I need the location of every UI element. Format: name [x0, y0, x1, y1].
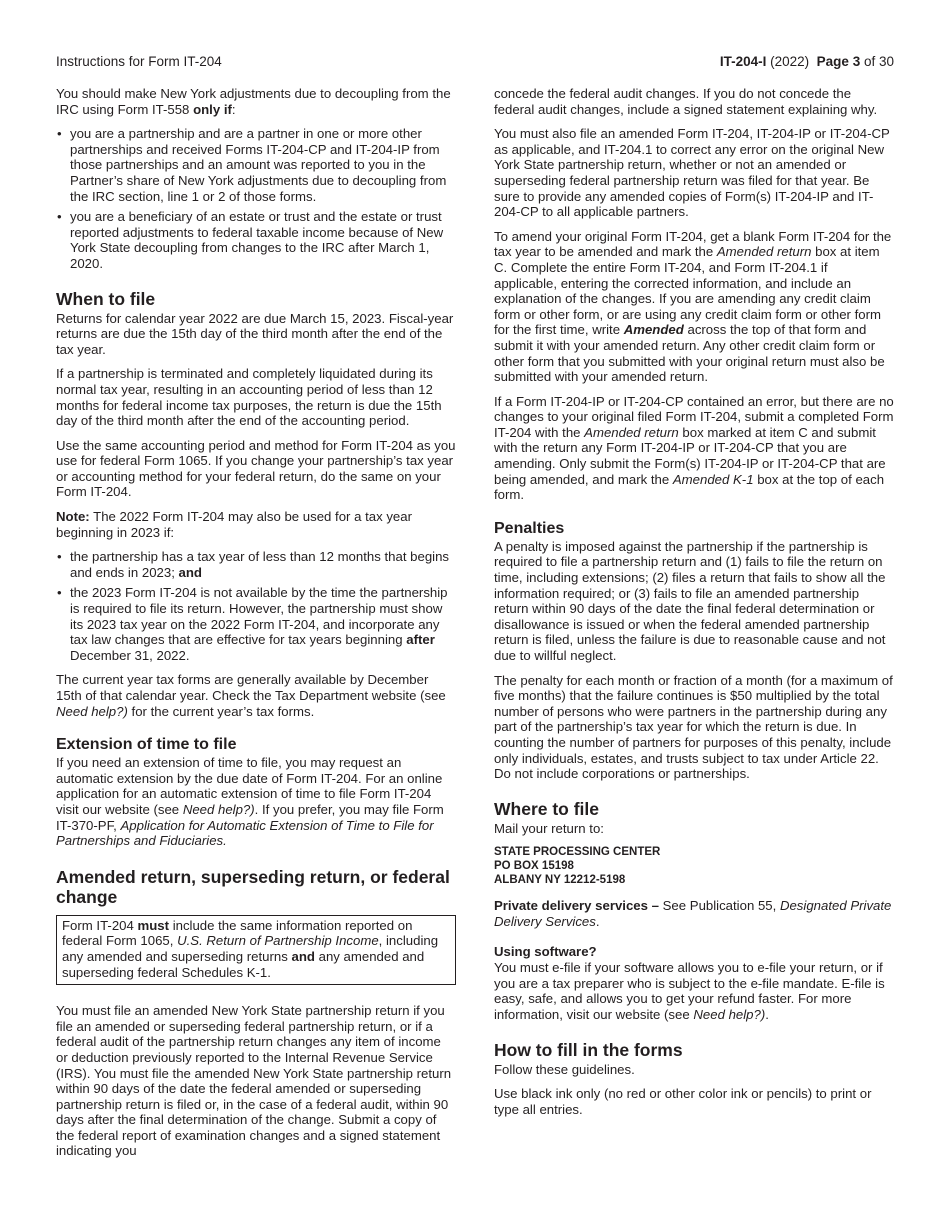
note-bullet-list [56, 549, 456, 663]
paragraph: You must file an amended New York State partnership return if you file an amended or superseding federal partnership return, or if a federal audit of the partnership return changes any item of income or deduction previously reported to the Internal Revenue Service (IRS). You must file the amended New York State partnership return within 90 days of the date the federal amended or superseding partnership return is filed or, in the case of a federal audit, within 90 days after the final determination of the change. Submit a copy of the federal report of examination changes and a signed statement indicating you [56, 1003, 452, 1159]
where-to-file-heading: Where to file [494, 798, 600, 819]
right-column [494, 86, 894, 1126]
penalties-heading: Penalties [494, 519, 565, 537]
paragraph: Use the same accounting period and method for Form IT-204 as you use for federal Form 1065. If you change your partnership’s tax year or accounting method for your federal return, do the same on your Form IT-204. [56, 437, 456, 500]
address-line: STATE PROCESSING CENTER [494, 846, 661, 859]
when-to-file-heading: When to file [56, 288, 156, 309]
intro-bullet-list [56, 126, 456, 271]
paragraph: Mail your return to: [494, 820, 604, 836]
running-header-page-info [720, 54, 894, 69]
paragraph: Returns for calendar year 2022 are due March 15, 2023. Fiscal-year returns are due the 15th day of the third month after the end of the tax year. [56, 310, 454, 357]
paragraph: concede the federal audit changes. If you do not concede the federal audit changes, include a signed statement explaining why. [494, 86, 878, 117]
paragraph: If you need an extension of time to file, you may request an automatic extension by the due date of Form IT-204. For an online application for an automatic extension of time to file Form IT-204 visit our website (see Need help?). If you prefer, you may file Form IT-370-PF, Application for Automatic Extension of Time to File for Partnerships and Fiduciaries. [56, 755, 444, 849]
extension-heading: Extension of time to file [56, 736, 237, 754]
paragraph: If a partnership is terminated and completely liquidated during its normal tax year, resulting in an accounting period of less than 12 months for federal income tax purposes, the return is due the 15th day of the third month after the end of the accounting period. [56, 366, 442, 429]
address-line: ALBANY NY 12212-5198 [494, 874, 626, 887]
intro-paragraph: You should make New York adjustments due to decoupling from the IRC using Form IT-558 only if: [56, 86, 451, 117]
paragraph: You must e-file if your software allows you to e-file your return, or if you are a tax preparer who is subject to the e-file mandate. E-file is easy, safe, and allows you to get your refund faster. For more information, visit our website (see Need help?). [494, 960, 885, 1022]
list-item: • you are a beneficiary of an estate or trust and the estate or trust reported adjustments to federal taxable income because of New York State decoupling from changes to the IRC after March 1, 2020. [56, 209, 456, 271]
form-year: (2022) [770, 54, 810, 69]
running-header-title: Instructions for Form IT-204 [56, 54, 222, 69]
mailing-address [494, 845, 894, 887]
list-item: • you are a partnership and are a partner in one or more other partnerships and received Forms IT-204-CP and IT-204-IP from those partnerships and an amount was reported to you in the Partner’s share of New York adjustments due to decoupling from the IRC section, line 1 or 2 of those forms. [56, 126, 456, 204]
paragraph: Follow these guidelines. [494, 1061, 635, 1077]
note-paragraph: Note: The 2022 Form IT-204 may also be used for a tax year beginning in 2023 if: [56, 509, 412, 540]
paragraph: Private delivery services – See Publication 55, Designated Private Delivery Services. [494, 898, 892, 929]
page-number: Page 3 [816, 54, 861, 69]
list-item: • the 2023 Form IT-204 is not available by the time the partnership is required to file its return. However, the partnership must show its 2023 tax year on the 2022 Form IT-204, and incorporate any tax law changes that are effective for tax years beginning after December 31, 2022. [56, 585, 456, 663]
paragraph: The current year tax forms are generally available by December 15th of that calendar year. Check the Tax Department website (see Need help?) for the current year’s tax forms. [56, 672, 446, 719]
how-to-fill-heading: How to fill in the forms [494, 1039, 683, 1060]
paragraph: You must also file an amended Form IT-204, IT-204-IP or IT-204-CP as applicable, and IT-204.1 to correct any error on the original New York State partnership return, whether or not an amended or superseding federal partnership return was filed for that year. Be sure to provide any amended copies of Form(s) IT-204-IP and IT-204-CP to all applicable partners. [494, 126, 890, 220]
paragraph: A penalty is imposed against the partnership if the partnership is required to file a partnership return and (1) fails to file the return on time, including extensions; (2) files a return that fails to show all the information required; or (3) fails to file an amended partnership return within 90 days of the date the final federal determination or disallowance is issued or when the federal amended partnership return is filed, unless the failure is due to reasonable cause and not due to willful neglect. [494, 538, 886, 663]
paragraph: Use black ink only (no red or other color ink or pencils) to print or type all entries. [494, 1086, 872, 1117]
paragraph: The penalty for each month or fraction of a month (for a maximum of five months) that the failure continues is $50 multiplied by the total number of persons who were partners in the partnership during any part of the partnership’s tax year for which the return is due. In counting the number of partners for purposes of this penalty, include only individuals, estates, and trusts subject to tax under Article 22. Do not include corporations or partnerships. [494, 672, 893, 782]
paragraph: To amend your original Form IT-204, get a blank Form IT-204 for the tax year to be amended and mark the Amended return box at item C. Complete the entire Form IT-204, and Form IT-204.1 if applicable, entering the corrected information, and include an explanation of the changes. If you are amending any credit claim form or other form, or are using any credit claim form or other form for the first time, write Amended across the top of that form and submit it with your amended return. Any other credit claim form or other form that you submitted with your original return must also be submitted with your amended return. [494, 228, 892, 385]
amended-return-heading: Amended return, superseding return, or federal change [56, 866, 450, 907]
paragraph: If a Form IT-204-IP or IT-204-CP contained an error, but there are no changes to your original filed Form IT-204, submit a completed Form IT-204 with the Amended return box marked at item C and submit with the return any Form IT-204-IP or IT-204-CP that you are amending. Only submit the Form(s) IT-204-IP or IT-204-CP that are being amended, and mark the Amended K-1 box at the top of each form. [494, 393, 894, 503]
address-line: PO BOX 15198 [494, 860, 574, 873]
left-column [56, 86, 456, 1168]
form-id: IT-204-I [719, 54, 767, 69]
note-label: Note: [56, 509, 90, 525]
page-total: of 30 [863, 54, 894, 69]
boxed-notice: Form IT-204 must include the same information reported on federal Form 1065, U.S. Return of Partnership Income, including any amended and superseding returns and any amended and superseding federal Schedules K-1. [56, 915, 456, 985]
using-software-heading: Using software? [494, 943, 597, 959]
list-item: • the partnership has a tax year of less than 12 months that begins and ends in 2023; and [56, 549, 456, 580]
